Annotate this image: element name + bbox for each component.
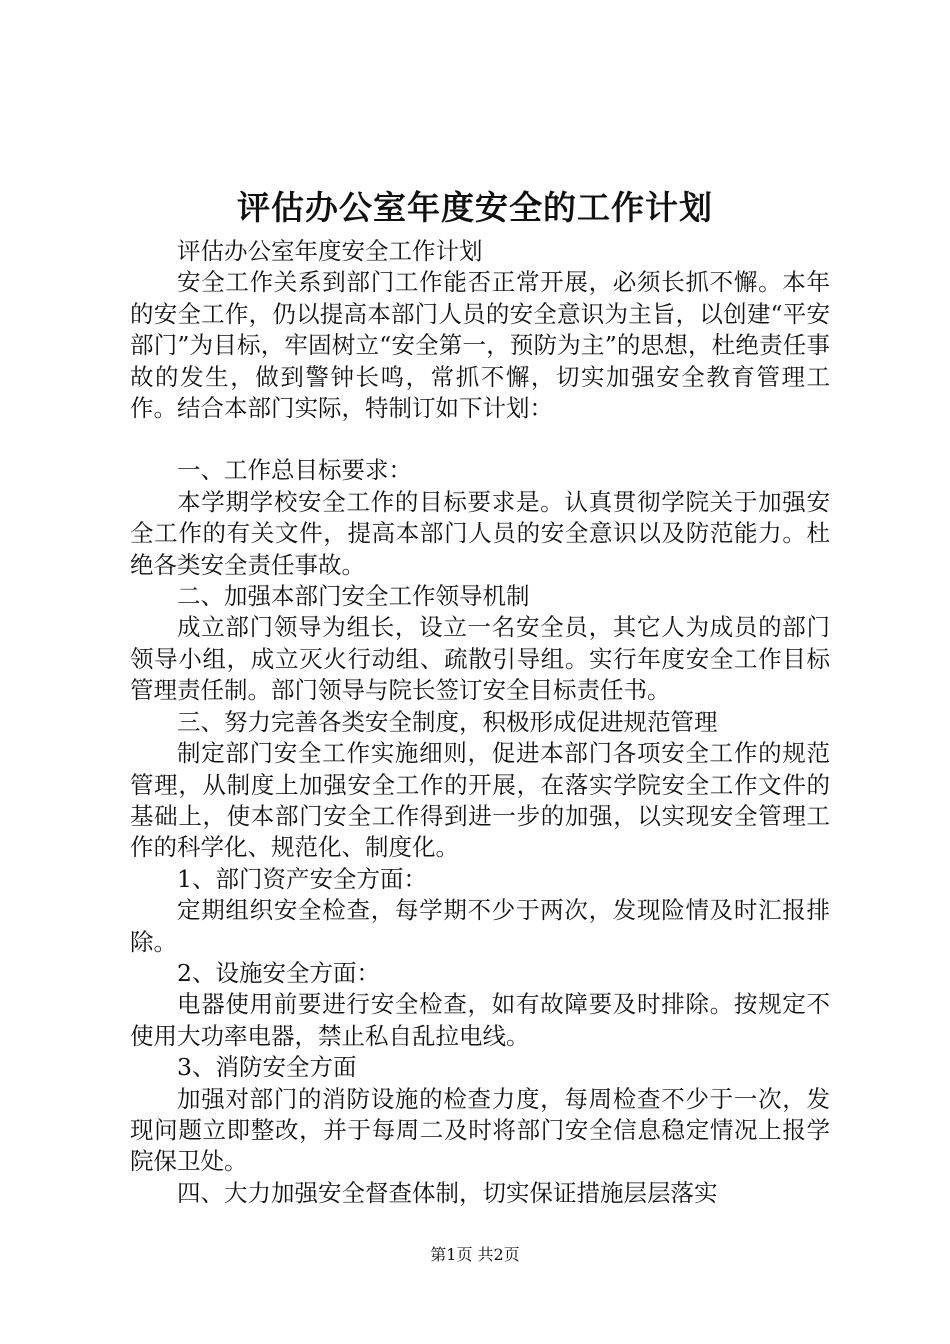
paragraph-subtitle: 评估办公室年度安全工作计划 [177, 237, 483, 265]
document-title: 评估办公室年度安全的工作计划 [237, 188, 713, 227]
heading-item-1: 1、部门资产安全方面： [177, 864, 427, 893]
heading-section-4: 四、大力加强安全督查体制，切实保证措施层层落实 [177, 1178, 718, 1207]
paragraph-item-2: 电器使用前要进行安全检查，如有故障要及时排除。按规定不使用大功率电器，禁止私自乱拉电线。 [130, 990, 830, 1050]
heading-item-3: 3、消防安全方面 [177, 1053, 357, 1082]
paragraph-section-2: 成立部门领导为组长，设立一名安全员，其它人为成员的部门领导小组，成立灭火行动组、疏散引导组。实行年度安全工作目标管理责任制。部门领导与院长签订安全目标责任书。 [130, 613, 830, 705]
paragraph-item-3: 加强对部门的消防设施的检查力度，每周检查不少于一次，发现问题立即整改，并于每周二及时将部门安全信息稳定情况上报学院保卫处。 [130, 1084, 830, 1176]
heading-section-3: 三、努力完善各类安全制度，积极形成促进规范管理 [177, 707, 718, 736]
heading-section-1: 一、工作总目标要求： [177, 456, 412, 485]
heading-section-2: 二、加强本部门安全工作领导机制 [177, 582, 530, 611]
heading-item-2: 2、设施安全方面： [177, 958, 380, 987]
page-number-footer: 第1页 共2页 [430, 1245, 520, 1264]
paragraph-item-1: 定期组织安全检查，每学期不少于两次，发现险情及时汇报排除。 [130, 896, 830, 956]
paragraph-intro: 安全工作关系到部门工作能否正常开展，必须长抓不懈。本年的安全工作，仍以提高本部门人员的安全意识为主旨，以创建“平安部门”为目标，牢固树立“安全第一，预防为主”的思想，杜绝责任事故的发生，做到警钟长鸣，常抓不懈，切实加强安全教育管理工作。结合本部门实际，特制订如下计划： [130, 268, 830, 423]
paragraph-section-1: 本学期学校安全工作的目标要求是。认真贯彻学院关于加强安全工作的有关文件，提高本部门人员的安全意识以及防范能力。杜绝各类安全责任事故。 [130, 487, 830, 579]
document-body [130, 236, 830, 1209]
paragraph-section-3: 制定部门安全工作实施细则，促进本部门各项安全工作的规范管理，从制度上加强安全工作的开展，在落实学院安全工作文件的基础上，使本部门安全工作得到进一步的加强，以实现安全管理工作的科学化、规范化、制度化。 [130, 739, 830, 862]
